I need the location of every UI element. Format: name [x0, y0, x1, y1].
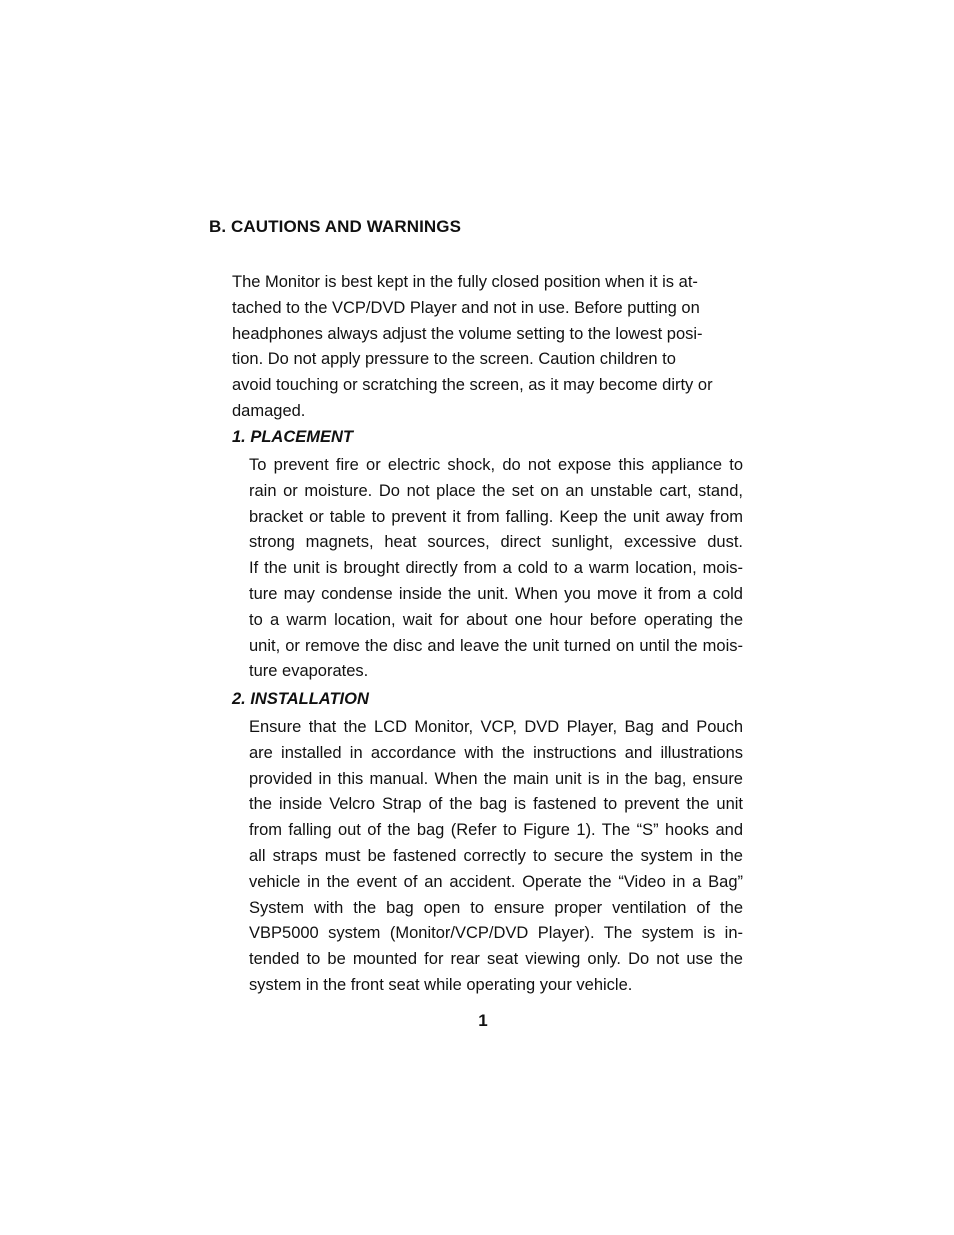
- installation-line: from falling out of the bag (Refer to Figure 1). The “S” hooks and: [249, 821, 743, 840]
- placement-paragraph: [249, 453, 743, 685]
- intro-paragraph: [232, 270, 744, 425]
- installation-line: are installed in accordance with the instructions and illustrations: [249, 743, 743, 762]
- installation-line: system in the front seat while operating your vehicle.: [249, 975, 633, 994]
- placement-line: If the unit is brought directly from a cold to a warm location, mois-: [249, 559, 743, 578]
- intro-line: The Monitor is best kept in the fully closed position when it is at-: [232, 273, 698, 291]
- placement-line: ture evaporates.: [249, 662, 369, 681]
- placement-line: ture may condense inside the unit. When you move it from a cold: [249, 584, 743, 603]
- intro-line: tached to the VCP/DVD Player and not in use. Before putting on: [232, 298, 700, 317]
- placement-heading: 1. PLACEMENT: [232, 428, 354, 446]
- installation-line: all straps must be fastened correctly to secure the system in the: [249, 846, 743, 865]
- page-number: 1: [478, 1011, 488, 1030]
- installation-line: vehicle in the event of an accident. Operate the “Video in a Bag”: [249, 872, 743, 891]
- intro-line: tion. Do not apply pressure to the screen. Caution children to: [232, 350, 676, 369]
- placement-line: strong magnets, heat sources, direct sunlight, excessive dust.: [249, 533, 743, 552]
- placement-line: unit, or remove the disc and leave the unit turned on until the mois-: [249, 636, 743, 655]
- intro-line: damaged.: [232, 401, 306, 420]
- installation-line: provided in this manual. When the main unit is in the bag, ensure: [249, 769, 743, 788]
- installation-line: VBP5000 system (Monitor/VCP/DVD Player). The system is in-: [249, 924, 743, 943]
- installation-line: Ensure that the LCD Monitor, VCP, DVD Player, Bag and Pouch: [249, 718, 743, 736]
- installation-line: the inside Velcro Strap of the bag is fastened to prevent the unit: [249, 795, 743, 814]
- intro-line: headphones always adjust the volume setting to the lowest posi-: [232, 324, 703, 343]
- installation-line: System with the bag open to ensure proper ventilation of the: [249, 898, 743, 917]
- installation-heading: 2. INSTALLATION: [232, 690, 369, 708]
- installation-paragraph: [249, 715, 743, 999]
- intro-line: avoid touching or scratching the screen, as it may become dirty or: [232, 376, 713, 395]
- placement-line: to a warm location, wait for about one hour before operating the: [249, 610, 743, 629]
- placement-line: rain or moisture. Do not place the set on an unstable cart, stand,: [249, 481, 743, 500]
- placement-line: To prevent fire or electric shock, do not expose this appliance to: [249, 456, 743, 474]
- section-title: B. CAUTIONS AND WARNINGS: [209, 217, 462, 236]
- installation-line: tended to be mounted for rear seat viewing only. Do not use the: [249, 950, 743, 969]
- placement-line: bracket or table to prevent it from falling. Keep the unit away from: [249, 507, 743, 526]
